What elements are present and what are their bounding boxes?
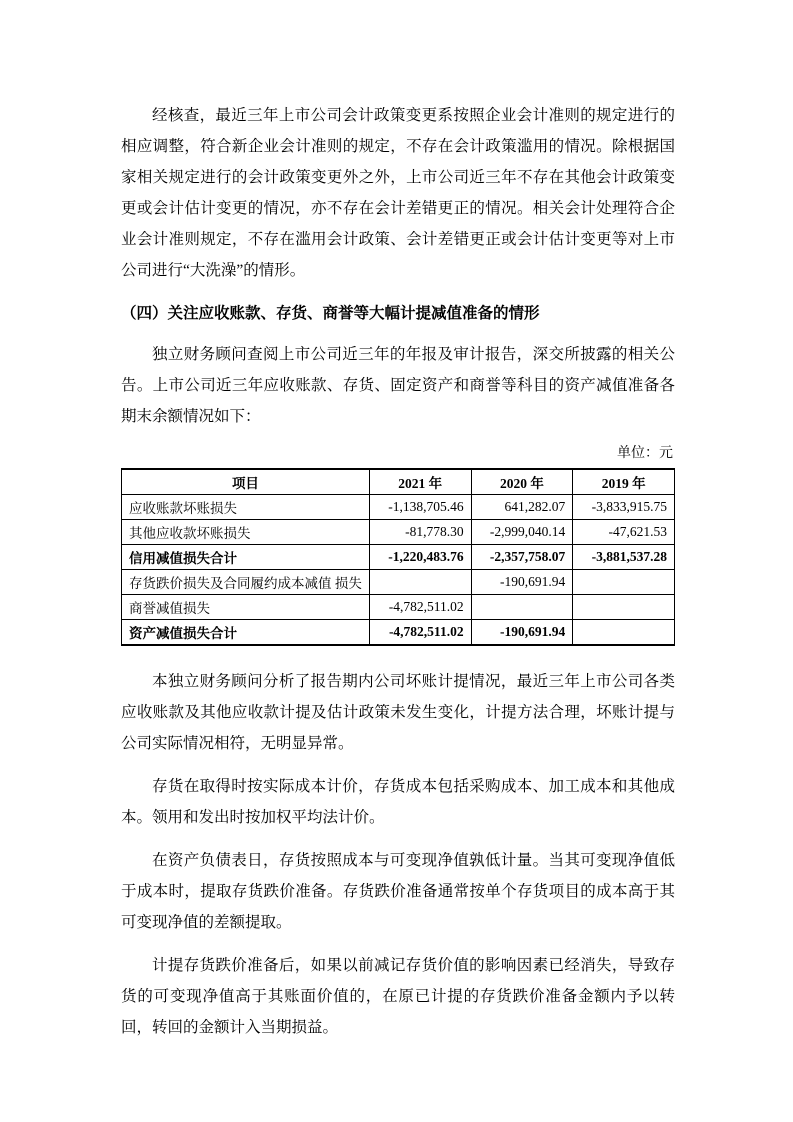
- row-value-2021: -1,220,483.76: [369, 545, 471, 570]
- unit-note: 单位：元: [617, 446, 673, 461]
- section-heading-impairment: （四）关注应收账款、存货、商誉等大幅计提减值准备的情形: [121, 305, 540, 322]
- row-item: 信用减值损失合计: [122, 545, 370, 570]
- paragraph-badloan-analysis: 本独立财务顾问分析了报告期内公司坏账计提情况，最近三年上市公司各类应收账款及其他应收款计提及估计政策未发生变化，计提方法合理，坏账计提与公司实际情况相符，无明显异常。: [121, 673, 675, 752]
- column-header-2019: 2019 年: [573, 469, 675, 495]
- table-row: [122, 620, 675, 646]
- table-row: [122, 495, 675, 520]
- row-item: 存货跌价损失及合同履约成本减值 损失: [122, 570, 370, 595]
- column-header-item: 项目: [122, 469, 370, 495]
- column-header-2021: 2021 年: [369, 469, 471, 495]
- row-value-2019: -3,881,537.28: [573, 545, 675, 570]
- row-value-2020: [471, 595, 573, 620]
- row-value-2020: -190,691.94: [471, 620, 573, 646]
- paragraph-accounting-policy: 经核查，最近三年上市公司会计政策变更系按照企业会计准则的规定进行的相应调整，符合新企业会计准则的规定，不存在会计政策滥用的情况。除根据国家相关规定进行的会计政策变更外之外，上市公司近三年不存在其他会计政策变更或会计估计变更的情况，亦不存在会计差错更正的情况。相关会计处理符合企业会计准则规定，不存在滥用会计政策、会计差错更正或会计估计变更等对上市公司进行“大洗澡”的情形。: [121, 107, 675, 279]
- row-value-2019: [573, 620, 675, 646]
- row-value-2020: -2,999,040.14: [471, 520, 573, 545]
- table-row: [122, 595, 675, 620]
- row-value-2019: [573, 570, 675, 595]
- row-value-2021: -81,778.30: [369, 520, 471, 545]
- row-value-2019: -3,833,915.75: [573, 495, 675, 520]
- table-row: [122, 520, 675, 545]
- row-value-2021: -4,782,511.02: [369, 595, 471, 620]
- row-value-2019: -47,621.53: [573, 520, 675, 545]
- row-item: 资产减值损失合计: [122, 620, 370, 646]
- column-header-2020: 2020 年: [471, 469, 573, 495]
- row-item: 商誉减值损失: [122, 595, 370, 620]
- table-header-row: [122, 469, 675, 495]
- impairment-table: [121, 468, 675, 646]
- row-value-2019: [573, 595, 675, 620]
- row-value-2021: -1,138,705.46: [369, 495, 471, 520]
- row-value-2020: 641,282.07: [471, 495, 573, 520]
- row-value-2020: -2,357,758.07: [471, 545, 573, 570]
- paragraph-advisor-review: 独立财务顾问查阅上市公司近三年的年报及审计报告，深交所披露的相关公告。上市公司近三年应收账款、存货、固定资产和商誉等科目的资产减值准备各期末余额情况如下：: [121, 346, 675, 425]
- row-value-2020: -190,691.94: [471, 570, 573, 595]
- row-value-2021: -4,782,511.02: [369, 620, 471, 646]
- paragraph-inventory-measurement: 在资产负债表日，存货按照成本与可变现净值孰低计量。当其可变现净值低于成本时，提取存货跌价准备。存货跌价准备通常按单个存货项目的成本高于其可变现净值的差额提取。: [121, 852, 675, 931]
- paragraph-inventory-cost: 存货在取得时按实际成本计价，存货成本包括采购成本、加工成本和其他成本。领用和发出时按加权平均法计价。: [121, 778, 675, 826]
- row-item: 应收账款坏账损失: [122, 495, 370, 520]
- paragraph-inventory-reversal: 计提存货跌价准备后，如果以前减记存货价值的影响因素已经消失，导致存货的可变现净值高于其账面价值的，在原已计提的存货跌价准备金额内予以转回，转回的金额计入当期损益。: [121, 957, 675, 1036]
- table-body: [122, 495, 675, 646]
- row-item: 其他应收款坏账损失: [122, 520, 370, 545]
- table-row: [122, 545, 675, 570]
- row-value-2021: [369, 570, 471, 595]
- table-row: [122, 570, 675, 595]
